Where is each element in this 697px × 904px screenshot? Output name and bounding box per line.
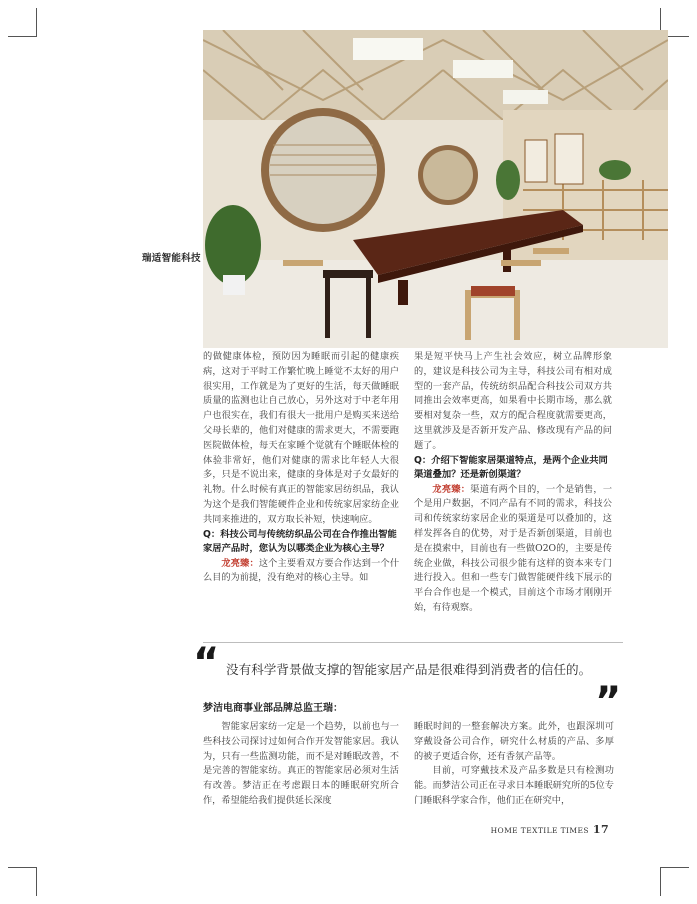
magazine-name: HOME TEXTILE TIMES: [490, 826, 589, 835]
page-number: 17: [592, 823, 609, 836]
showroom-photo: [203, 30, 668, 348]
pull-quote-top-rule: [203, 642, 623, 643]
article-column-1: [203, 350, 399, 586]
crop-mark-bottom-left: [8, 867, 37, 896]
page-footer: [491, 823, 609, 836]
column-2-answer: [414, 483, 612, 616]
column-1-answer: [203, 557, 399, 587]
column-3-paragraph: 智能家居家纺一定是一个趋势，以前也与一些科技公司探讨过如何合作开发智能家居。我认为，只有一些监测功能，而不是对睡眠改善，不是完善的智能家纺。真正的智能家居必须对生活有改善。梦洁正在考虑跟日本的睡眠研究所合作，希望能给我们提供延长深度: [203, 721, 399, 806]
column-1-answer-text: 这个主要看双方要合作达到一个什么目的为前提，没有绝对的核心主导。如: [203, 557, 400, 584]
column-1-question: Q：科技公司与传统纺织品公司在合作推出智能家居产品时，您认为以哪类企业为核心主导？: [203, 528, 397, 555]
column-2-paragraph: 果是短平快马上产生社会效应，树立品牌形象的，建议是科技公司为主导，科技公司有相对成型的一套产品，传统纺织品配合科技公司双方共同推出会效率更高，如果看中长期市场，那么就要相对复杂一些，双方的配合程度就需要更高，这里就涉及是否新开发产品、修改现有产品的问题了。: [414, 351, 612, 451]
column-1-paragraph: 的做健康体检，预防因为睡眠而引起的健康疾病，这对于平时工作繁忙晚上睡觉不太好的用户很实用，工作就是为了更好的生活，每天做睡眠质量的监测也让自己放心，另外这对于中老年用户也很实在，我们有很大一批用户是购买来送给父母长辈的，他们对健康的需求更大，不需要跑医院做体检，每天在家睡个觉就有个睡眠体检的体验非常好，他们对健康的需求比年轻人大很多，只是不说出来，健康的身体是对子女最好的礼物。什么时候有真正的智能家居纺织品，我认为这个是我们智能硬件企业和传统家居家纺企业共同来推进的，双方取长补短，快速响应。: [203, 351, 399, 525]
column-4-paragraph-2: 目前，可穿戴技术及产品多数是只有检测功能。而梦洁公司正在寻求日本睡眠研究所的5位专门睡眠科学家合作，他们正在研究中，: [414, 765, 614, 806]
crop-mark-bottom-right: [660, 867, 689, 896]
company-label: 瑞适智能科技: [142, 253, 201, 264]
article-column-2: [414, 350, 612, 616]
open-quote-mark: “: [193, 640, 220, 686]
crop-mark-top-left: [8, 8, 37, 37]
close-quote-mark: ”: [595, 679, 622, 725]
article-column-3: [203, 720, 399, 809]
article-column-4: [414, 720, 614, 809]
column-2-question: Q：介绍下智能家居渠道特点，是两个企业共同渠道叠加？还是新创渠道？: [414, 454, 608, 481]
pull-quote: 没有科学背景做支撑的智能家居产品是很难得到消费者的信任的。: [226, 662, 592, 677]
column-4-paragraph-1: 睡眠时间的一整套解决方案。此外，也跟深圳可穿戴设备公司合作，研究什么材质的产品、多厚的被子更适合你，还有香氛产品等。: [414, 721, 614, 762]
column-2-answer-text: 渠道有两个目的，一个是销售，一个是用户数据，不同产品有不同的需求，科技公司和传统家纺家居企业的渠道是可以叠加的，这样发挥各自的优势，对于是否新创渠道，目前也是在摸索中，目前也有一些做O2O的，主要是传统企业做，科技公司很少能有这样的资本来专门进行投入。但和一些专门做智能硬件线下展示的平台合作也是一个模式，目前这个市场才刚刚开始，有待观察。: [414, 483, 613, 613]
speaker-name: 龙亮臻：: [221, 557, 259, 569]
interviewee-byline: 梦洁电商事业部品牌总监王瑞：: [203, 703, 343, 714]
speaker-name: 龙亮臻：: [432, 483, 471, 495]
